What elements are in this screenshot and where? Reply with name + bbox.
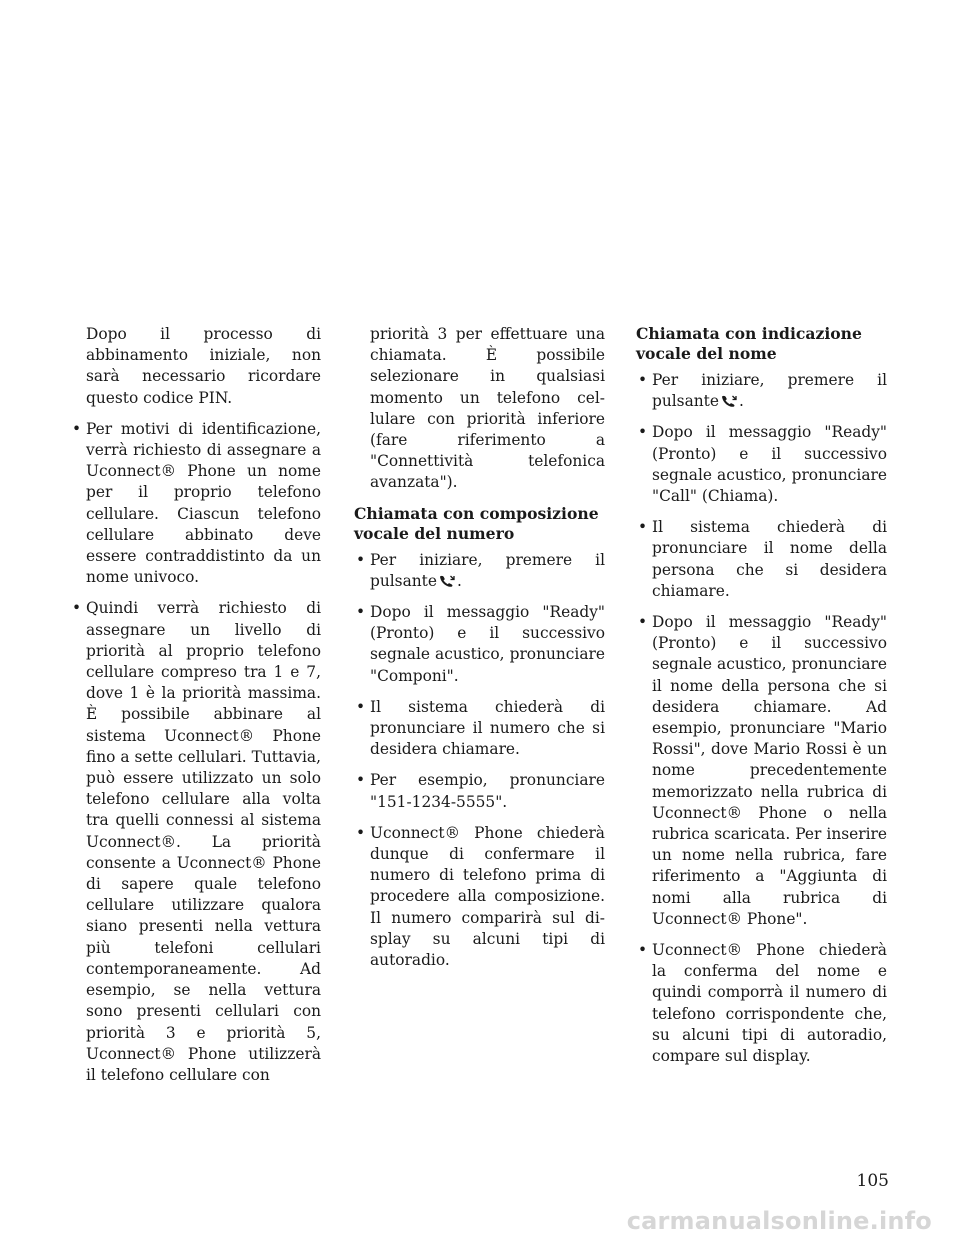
list-item: • Dopo il messaggio "Ready" (Pronto) e il successivo segnale acustico, pronunciare "Componi". [354,602,605,687]
list-item-text: Per iniziare, premere il pulsante [370,550,605,590]
list-item-press-phone [354,550,605,592]
list-item: • Il sistema chiederà di pronunciare il numero che si desidera chiamare. [354,697,605,761]
list-item-suffix: . [456,571,462,590]
watermark: carmanualsonline.info [626,1207,932,1235]
list-item-press-phone [636,370,887,412]
phone-icon [721,395,737,407]
list-item-text: Per iniziare, premere il pulsante [652,371,887,411]
list-item: • Il sistema chiederà di pronunciare il nome della persona che si desidera chiamare. [636,517,887,602]
list-item: • Dopo il messaggio "Ready" (Pronto) e il successivo segnale acustico, pronunciare il nome della persona che si desidera chiamare. Ad esempio, pronunciare "Mario Rossi", dove Mario Rossi è un nome precedentemente memorizzato nella rubrica di Uconnect® Phone o nella rubrica scaricata. Per inserire un nome nella rubrica, fare riferimento a "Aggiunta di nomi alla rubrica di Uconnect® Phone". [636,612,887,930]
list-item: • Quindi verrà richiesto di assegnare un livello di priorità al proprio telefono cellulare compreso tra 1 e 7, dove 1 è la priorità massima. È possibile abbinare al sistema Uconnect® Phone fino a sette cellulari. Tuttavia, può essere utilizzato un solo telefono cellulare alla volta tra quelli connessi al sistema Uconnect®. La priorità consente a Uconnect® Phone di sapere quale telefono cellulare utilizzare qualora siano presenti nella vettura più telefoni cellulari contemporaneamente. Ad esempio, se nella vettura sono presenti cellulari con priorità 3 e priorità 5, Uconnect® Phone utilizzerà il telefono cellulare con [70,598,321,1086]
column-2 [354,324,605,981]
paragraph-continuation: priorità 3 per effettuare una chiamata. È possibile selezionare in qualsiasi momento un telefono cellulare con priorità inferiore (fare riferimento a "Connettività telefonica avanzata"). [370,325,605,492]
list-item: • Per motivi di identificazione, verrà richiesto di assegnare a Uconnect® Phone un nome per il proprio telefono cellulare. Ciascun telefono cellulare abbinato deve essere contraddistinto da un nome univoco. [70,419,321,589]
section-heading-voice-dial-name: Chiamata con indicazione vocale del nome [636,324,862,363]
list-item: • Per esempio, pronunciare "151-1234-5555". [354,770,605,812]
paragraph-continuation: Dopo il processo di abbinamento iniziale, non sarà necessario ricordare questo codice PIN. [86,325,321,407]
column-3 [636,324,887,1077]
bullet-list [354,550,605,972]
list-item: • Dopo il messaggio "Ready" (Pronto) e il successivo segnale acustico, pronunciare "Call" (Chiama). [636,422,887,507]
column-1 [70,324,321,1096]
list-item: • Uconnect® Phone chiederà dunque di confermare il numero di telefono prima di procedere alla composizione. Il numero comparirà sul display su alcuni tipi di autoradio. [354,823,605,971]
list-item-suffix: . [738,392,744,411]
section-heading-voice-dial-number: Chiamata con composizione vocale del numero [354,503,599,543]
list-item: • Uconnect® Phone chiederà la conferma del nome e quindi comporrà il numero di telefono corrispondente che, su alcuni tipi di autoradio, compare sul display. [636,940,887,1067]
phone-icon [439,575,455,587]
bullet-list [636,370,887,1067]
page-number: 105 [856,1171,889,1191]
bullet-list [70,419,321,1086]
